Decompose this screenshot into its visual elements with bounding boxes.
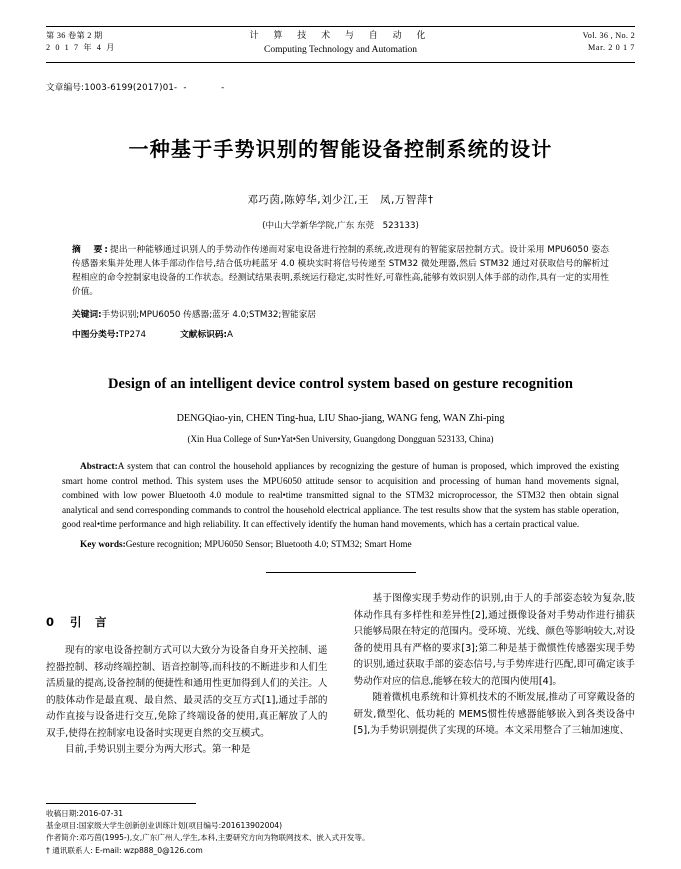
authors-en: DENGQiao-yin, CHEN Ting-hua, LIU Shao-jiang, WANG feng, WAN Zhi-ping [176, 413, 505, 425]
footnote-divider [46, 803, 196, 804]
footnote-received-date: 收稿日期:2016-07-31 [46, 808, 124, 818]
abstract-cn-text: 提出一种能够通过识别人的手势动作传递而对家电设备进行控制的系统,改进现有的智能家居控制方式。设计采用 MPU6050 姿态传感器来集并处理人体手部动作信号,结合低功耗蓝牙 4.0 模块实时将信号传递至 STM32 微处理器,然后 STM32 通过对获取信号的解析过程相应的命令控制家电设备的工作状态。经测试结果表明,系统运行稳定,实时性好,可靠性高,能够有效识别人体手部的动作,具有一定的实用性价值。 [72, 244, 609, 298]
page-title-en: Design of an intelligent device control system based on gesture recognition [107, 376, 574, 393]
section-divider [266, 572, 416, 573]
running-head-center [176, 30, 505, 58]
volume-issue-en: Vol. 36 , No. 2 [582, 31, 635, 40]
section-title: 引 言 [70, 615, 108, 630]
body-columns [46, 591, 635, 758]
volume-issue-cn: 第 36 卷第 2 期 [46, 31, 103, 40]
journal-title-en: Computing Technology and Automation [264, 45, 417, 56]
clc-line [46, 328, 635, 342]
paragraph: 目前,手势识别主要分为两大形式。第一种是 [65, 744, 251, 756]
keywords-cn [46, 308, 635, 322]
paragraph: 随着微机电系统和计算机技术的不断发展,推动了可穿戴设备的研发,微型化、低功耗的 MEMS惯性传感器能够嵌入到各类设备中[5],为手势识别提供了实现的环境。本文采用整合了三轴加速度、 [353, 692, 635, 737]
authors-cn: 邓巧茵,陈婷华,刘少江,王 凤,万智萍† [247, 193, 434, 206]
abstract-en [46, 460, 635, 532]
paragraph: 现有的家电设备控制方式可以大致分为设备自身开关控制、遥控器控制、移动终端控制、语音控制等,而科技的不断进步和人们生活质量的提高,设备控制的便捷性和通用性更加得到人们的关注。人的肢体动作是最直观、最自然、最灵活的交互方式[1],通过手部的动作直接与设备进行交互,免除了终端设备的使用,真正解放了人的双手,使得在控制家电设备时实现更自然的交互模式。 [46, 645, 328, 739]
article-number-label: 文章编号:1003-6199(2017)01- [46, 82, 178, 93]
clc-value: TP274 [118, 330, 147, 341]
abstract-en-label: Abstract: [80, 462, 118, 473]
abstract-en-text: A system that can control the household appliances by recognizing the gesture of human is proposed, which improved the existing smart home control method. This system uses the MPU6050 attitude sensor to acquisition and processing of human hand movements signal, combined with low power Bluetooth 4.0 module to real•time transmitted signal to the STM32 microprocessor, the STM32 then obtain signal analytical and send corresponding commands to control the household electrical appliance. The test results show that the system has stable operation, good real•time performance and high reliability. It can effectively identify the human hand movements, which has a certain practical value. [62, 462, 619, 530]
abstract-cn [46, 243, 635, 299]
article-number-dashes: - - [183, 82, 241, 93]
paragraph: 基于图像实现手势动作的识别,由于人的手部姿态较为复杂,肢体动作具有多样性和差异性[2],通过摄像设备对手势动作进行捕获只能够局限在特定的范围内。受环境、光线、颜色等影响较大,对设备的使用具有严格的要求[3];第二种是基于微惯性传感器实现手势的识别,通过获取手部的姿态信号,与手势库进行匹配,即可确定该手势动作对应的信息,能够在较大的范围内使用[4]。 [353, 593, 635, 687]
journal-title-cn: 计 算 技 术 与 自 动 化 [249, 31, 432, 41]
article-number [46, 81, 635, 93]
keywords-cn-label: 关键词: [72, 310, 102, 321]
footnote-author-bio: 作者简介:邓巧茵(1995-),女,广东广州人,学生,本科,主要研究方向为物联网技术、嵌入式开发等。 [46, 833, 370, 843]
footnote-corresponding-author: † 通讯联系人: E-mail: wzp888_0@126.com [46, 845, 203, 855]
running-head [46, 26, 635, 63]
keywords-cn-text: 手势识别;MPU6050 传感器;蓝牙 4.0;STM32;智能家居 [101, 310, 317, 321]
footnotes [46, 803, 376, 857]
affiliation-en: (Xin Hua College of Sun•Yat•Sen University, Guangdong Dongguan 523133, China) [187, 434, 494, 445]
clc-label: 中图分类号: [72, 330, 119, 341]
running-head-right [505, 30, 635, 54]
date-cn: 2 0 1 7 年 4 月 [46, 42, 116, 52]
affiliation-cn: (中山大学新华学院,广东 东莞 523133) [262, 220, 419, 231]
doc-code-value: A [226, 330, 233, 341]
keywords-en [46, 540, 635, 550]
body-column-right [354, 591, 636, 758]
keywords-en-label: Key words: [80, 540, 126, 551]
keywords-en-text: Gesture recognition; MPU6050 Sensor; Bluetooth 4.0; STM32; Smart Home [125, 540, 412, 551]
doc-code-label: 文献标识码: [180, 330, 227, 341]
date-en: Mar. 2 0 1 7 [588, 42, 635, 52]
page-title-cn: 一种基于手势识别的智能设备控制系统的设计 [128, 136, 553, 161]
abstract-cn-label: 摘 要: [72, 244, 110, 255]
section-heading [46, 613, 328, 633]
footnote-funding: 基金项目:国家级大学生创新创业训练计划(项目编号:201613902004) [46, 821, 283, 831]
body-column-left [46, 591, 328, 758]
running-head-left [46, 30, 176, 54]
section-number: 0 [46, 615, 56, 630]
